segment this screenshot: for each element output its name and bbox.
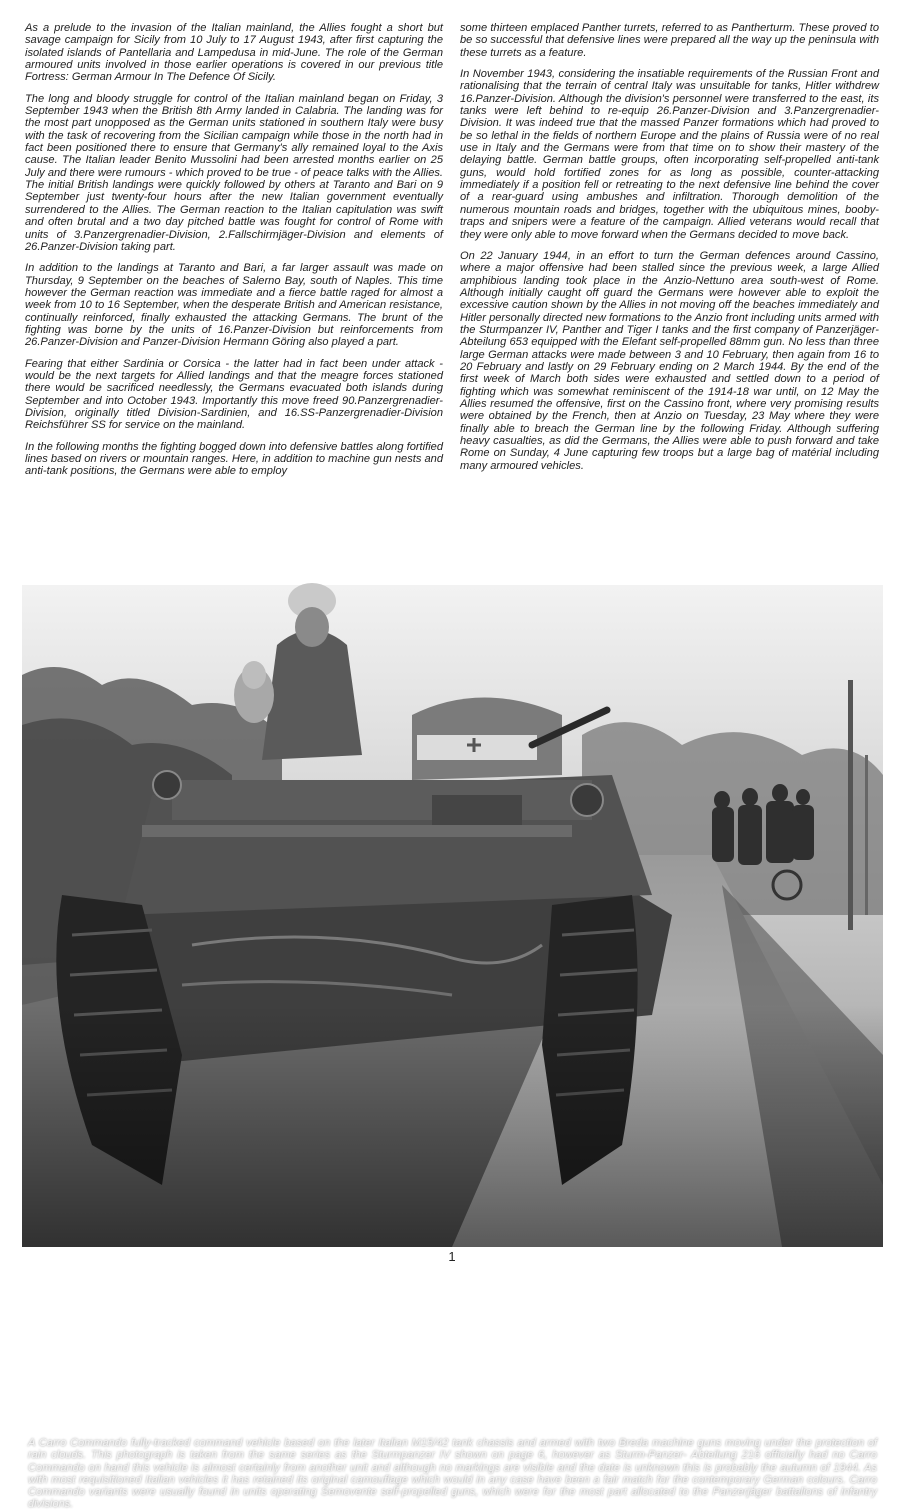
photo-caption: A Carro Commando fully-tracked command vehicle based on the later Italian M15/42 tank chassis and armed with two Breda machine guns moving under the protection of rain clouds. This photograph is taken from the same series as the Sturmpanzer IV shown on page 6, however as Sturm-Panzer- Abteilung 216 officially had no Carro Commando on hand this vehicle is almost certainly from another unit and although no markings are visible and the date is unknown this is probably the autumn of 1944. As with most requisitioned Italian vehicles it has retained its original camouflage which would in any case have been a fair match for the contemporary German colours. Carro Commando variants were usually found in units operating Semovente self-propelled guns, which were for the most part allocated to the Panzerjäger battalions of infantry divisions. [28,1437,877,1511]
photo-illustration [22,585,883,1247]
paragraph: As a prelude to the invasion of the Italian mainland, the Allies fought a short but savage campaign for Sicily from 10 July to 17 August 1943, after first capturing the isolated islands of Pantellaria and Lampedusa in mid-June. The role of the German armoured units involved in those earlier operations is covered in our previous title Fortress: German Armour In The Defence Of Sicily. [25,22,443,84]
paragraph: In November 1943, considering the insatiable requirements of the Russian Front and rationalising that the terrain of central Italy was unsuitable for tanks, Hitler withdrew 16.Panzer-Division. Although the division's personnel were transferred to the east, its tanks were left behind to re-equip 26.Panzer-Division and 3.Panzergrenadier-Division. It was indeed true that the massed Panzer formations which had proved to be so lethal in the fields of northern Europe and the plains of Russia were of no real use in Italy and the Germans were from that time on to show their mastery of the delaying battle. German battle groups, often incorporating self-propelled anti-tank guns, would hold fortified zones for as long as possible, counter-attacking immediately if a position fell or retreating to the next defensive line behind the cover of a rear-guard using ambushes and infiltration. Thorough demolition of the numerous mountain roads and bridges, together with the ubiquitous mines, booby-traps and snipers were a feature of the campaign. Allied veterans would recall that they were only able to move forward when the Germans decided to move back. [460,68,879,241]
article-right-column [460,22,879,481]
paragraph: The long and bloody struggle for control of the Italian mainland began on Friday, 3 September 1943 when the British 8th Army landed in Calabria. The landing was for the most part unopposed as the German units stationed in southern Italy were busy with the task of recovering from the Sicilian campaign while those in the north had in fact been positioned there to ensure that Germany's ally remained loyal to the Axis cause. The Italian leader Benito Mussolini had been arrested months earlier on 25 July and there were rumours - which proved to be true - of peace talks with the Allies. The initial British landings were quickly followed by others at Taranto and Bari on 9 September just twenty-four hours after the new Italian government eventually surrendered to the Allies. The German reaction to the Italian capitulation was swift and often brutal and a two day pitched battle was fought for control of Rome with units of 3.Panzergrenadier-Division, 2.Fallschirmjäger-Division and elements of 26.Panzer-Division taking part. [25,92,443,253]
paragraph: some thirteen emplaced Panther turrets, referred to as Pantherturm. These proved to be so successful that defensive lines were prepared all the way up the peninsula with these turrets as a feature. [460,22,879,59]
paragraph: Fearing that either Sardinia or Corsica - the latter had in fact been under attack - would be the next targets for Allied landings and that the meagre forces stationed there would be sacrificed needlessly, the Germans evacuated both islands during September and into October 1943. Importantly this move freed 90.Panzergrenadier-Division, originally titled Division-Sardinien, and 16.SS-Panzergrenadier-Division Reichsführer SS for service on the mainland. [25,357,443,432]
paragraph: In addition to the landings at Taranto and Bari, a far larger assault was made on Thursday, 9 September on the beaches of Salerno Bay, south of Naples. This time however the German reaction was immediate and a fierce battle raged for almost a week from 10 to 16 September, when the desperate British and American resistance, continually reinforced, finally exhausted the attacking Germans. The brunt of the fighting was borne by the units of 16.Panzer-Division but reinforcements from 26.Panzer-Division and Panzer-Division Hermann Göring also played a part. [25,262,443,349]
paragraph: In the following months the fighting bogged down into defensive battles along fortified lines based on rivers or mountain ranges. Here, in addition to machine gun nests and anti-tank positions, the Germans were able to employ [25,440,443,478]
article-left-column [25,22,443,487]
paragraph: On 22 January 1944, in an effort to turn the German defences around Cassino, where a major offensive had been stalled since the previous week, a large Allied amphibious landing took place in the Anzio-Nettuno area south-west of Rome. Although initially caught off guard the Germans were however able to exploit the excessive caution shown by the Allies in not moving off the beaches immediately and Hitler personally directed new formations to the Anzio front including units armed with the Sturmpanzer IV, Panther and Tiger I tanks and the first company of Panzerjäger-Abteilung 653 equipped with the Elefant self-propelled 88mm gun. No less than three large German attacks were made between 3 and 10 February, then again from 16 to 20 February and lastly on 29 February ending on 2 March 1944. By the end of the first week of March both sides were exhausted and settled down to a period of fighting which was somewhat reminiscent of the 1914-18 war until, on 12 May the Allies resumed the offensive, first on the Cassino front, where very promising results were obtained by the French, then at Anzio on Tuesday, 23 May where they were finally able to breach the German line by the following Friday. Although suffering heavy casualties, as did the Germans, the Allies were able to push forward and take Rome on Sunday, 4 June capturing few troops but a large bag of matérial including many armoured vehicles. [460,249,879,472]
page-number: 1 [448,1249,456,1264]
tank-photograph [22,585,883,1511]
